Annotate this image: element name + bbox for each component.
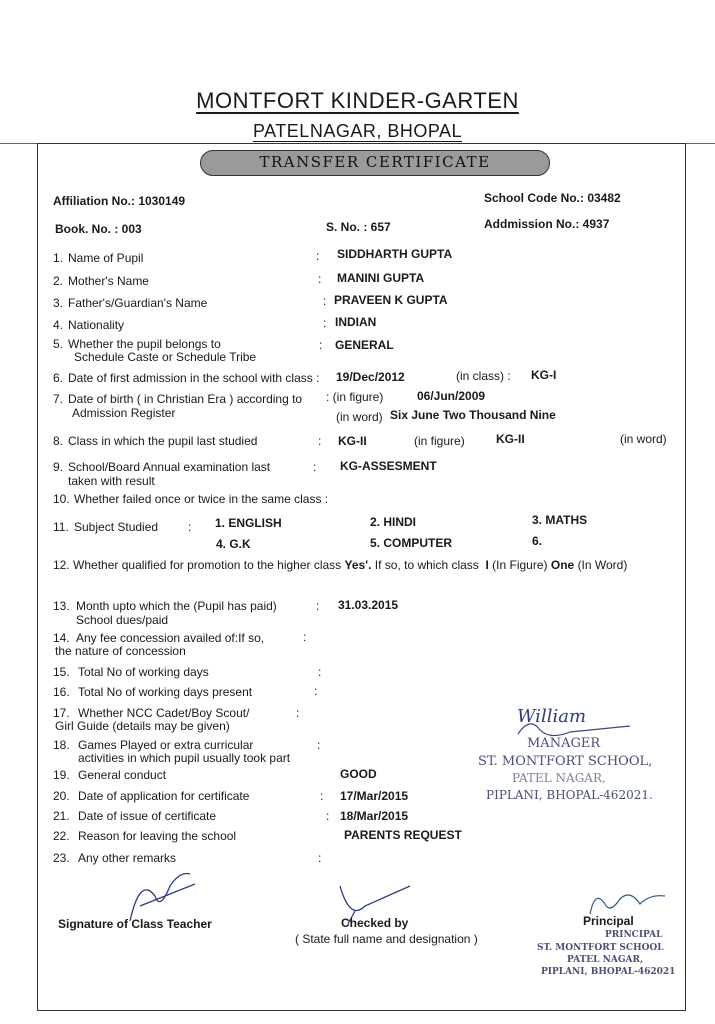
item-22-num: 22.	[53, 829, 70, 843]
principal-stamp-area: PATEL NAGAR,	[567, 955, 644, 965]
promotion-class-figure: I	[485, 558, 489, 572]
dues-paid-value: 31.03.2015	[338, 598, 399, 612]
item-1-label: Name of Pupil	[68, 251, 144, 265]
subject-3: 3. MATHS	[532, 513, 588, 527]
item-14-colon: :	[303, 630, 307, 644]
item-3-colon: :	[323, 294, 327, 308]
checked-by-note: ( State full name and designation )	[295, 932, 478, 946]
last-class-figure-value: KG-II	[338, 434, 367, 448]
item-18-colon: :	[317, 738, 321, 752]
item-1-colon: :	[316, 249, 320, 263]
item-12-yes: Yes'.	[344, 558, 372, 572]
item-8-num: 8.	[53, 434, 64, 448]
item-12-text2: If so, to which class	[374, 558, 479, 572]
item-11-label: Subject Studied	[74, 520, 159, 534]
item-18-num: 18.	[53, 738, 70, 752]
principal-stamp-school: ST. MONTFORT SCHOOL	[537, 943, 664, 953]
item-13-label-line1: Month upto which the (Pupil has paid)	[76, 599, 277, 613]
item-4-colon: :	[323, 316, 327, 330]
item-14-num: 14.	[53, 631, 70, 645]
last-class-word-label: (in word)	[620, 432, 667, 446]
item-6-label: Date of first admission in the school with class :	[68, 371, 320, 385]
manager-stamp-title: MANAGER	[527, 736, 601, 751]
manager-stamp-address: PIPLANI, BHOPAL-462021.	[486, 788, 653, 802]
dob-word-value: Six June Two Thousand Nine	[390, 408, 556, 422]
item-12-text1: Whether qualified for promotion to the higher class	[73, 558, 342, 572]
item-13-label-line2: School dues/paid	[76, 613, 169, 627]
item-16-label: Total No of working days present	[78, 685, 253, 699]
item-16-num: 16.	[53, 685, 70, 699]
pupil-name-value: SIDDHARTH GUPTA	[337, 247, 453, 261]
school-code: School Code No.: 03482	[484, 191, 621, 205]
item-5-num: 5.	[53, 337, 64, 351]
item-8-colon: :	[318, 434, 322, 448]
item-2-colon: :	[318, 272, 322, 286]
item-15-num: 15.	[53, 665, 70, 679]
nationality-value: INDIAN	[335, 315, 377, 329]
item-2-label: Mother's Name	[68, 274, 149, 288]
item-9-label-line2: taken with result	[68, 474, 155, 488]
item-17-num: 17.	[53, 706, 70, 720]
dob-figure-label: : (in figure)	[326, 390, 384, 404]
dob-word-label: (in word)	[336, 410, 383, 424]
issue-date-value: 18/Mar/2015	[340, 809, 409, 823]
item-5-label-line1: Whether the pupil belongs to	[68, 337, 221, 351]
last-class-figure-label: (in figure)	[414, 434, 465, 448]
leaving-reason-value: PARENTS REQUEST	[344, 828, 462, 842]
item-20-colon: :	[320, 789, 324, 803]
manager-stamp-school: ST. MONTFORT SCHOOL,	[478, 754, 653, 769]
item-17-colon: :	[296, 706, 300, 720]
item-23-num: 23.	[53, 851, 70, 865]
admission-no: Addmission No.: 4937	[484, 217, 610, 231]
manager-stamp-area: PATEL NAGAR,	[512, 771, 606, 785]
admission-date-value: 19/Dec/2012	[336, 370, 405, 384]
principal-stamp-title: PRINCIPAL	[605, 930, 663, 940]
principal-stamp-address: PIPLANI, BHOPAL-462021	[541, 967, 676, 977]
item-13-num: 13.	[53, 599, 70, 613]
item-11-colon: :	[188, 520, 192, 534]
item-6-num: 6.	[53, 371, 64, 385]
item-15-colon: :	[318, 665, 322, 679]
subject-1: 1. ENGLISH	[215, 516, 282, 530]
item-14-label-line1: Any fee concession availed of:If so,	[76, 631, 265, 645]
promotion-class-word: One	[550, 558, 575, 572]
item-5-colon: :	[319, 338, 323, 352]
item-11-num: 11.	[53, 520, 69, 534]
item-16-colon: :	[314, 684, 318, 698]
item-17-label-line1: Whether NCC Cadet/Boy Scout/	[78, 706, 250, 720]
item-9-label-line1: School/Board Annual examination last	[68, 460, 271, 474]
manager-signature: William	[517, 706, 587, 727]
item-7-num: 7.	[53, 392, 64, 406]
item-22-label: Reason for leaving the school	[78, 829, 237, 843]
item-12-word-label: (In Word)	[577, 558, 628, 572]
item-8-label: Class in which the pupil last studied	[68, 434, 258, 448]
dob-figure-value: 06/Jun/2009	[417, 389, 486, 403]
item-7-label-line2: Admission Register	[72, 406, 176, 420]
item-7-label-line1: Date of birth ( in Christian Era ) according to	[68, 392, 303, 406]
item-12-num: 12.	[53, 558, 70, 572]
item-12-fig-label: (In Figure)	[492, 558, 548, 572]
item-10-num: 10.	[53, 492, 70, 506]
item-21-colon: :	[326, 809, 330, 823]
school-city: PATELNAGAR, BHOPAL	[252, 121, 463, 141]
item-23-label: Any other remarks	[78, 851, 177, 865]
caste-value: GENERAL	[335, 338, 394, 352]
item-3-label: Father's/Guardian's Name	[68, 296, 208, 310]
item-14-label-line2: the nature of concession	[55, 644, 186, 658]
item-6-class-label: (in class) :	[456, 369, 511, 383]
item-9-colon: :	[313, 460, 317, 474]
item-20-num: 20.	[53, 789, 70, 803]
last-class-word-value: KG-II	[496, 432, 525, 446]
book-no: Book. No. : 003	[55, 222, 142, 236]
conduct-value: GOOD	[340, 767, 377, 781]
item-21-num: 21.	[53, 809, 70, 823]
item-5-label-line2: Schedule Caste or Schedule Tribe	[74, 350, 257, 364]
item-10-label: Whether failed once or twice in the same class :	[74, 492, 329, 506]
item-21-label: Date of issue of certificate	[78, 809, 217, 823]
father-name-value: PRAVEEN K GUPTA	[334, 293, 448, 307]
item-19-num: 19.	[53, 768, 70, 782]
application-date-value: 17/Mar/2015	[340, 789, 409, 803]
subject-6: 6.	[532, 534, 543, 548]
item-13-colon: :	[316, 599, 320, 613]
affiliation-no: Affiliation No.: 1030149	[53, 194, 186, 208]
item-12	[53, 558, 627, 572]
certificate-title: TRANSFER CERTIFICATE	[259, 153, 491, 171]
item-18-label-line1: Games Played or extra curricular	[78, 738, 254, 752]
item-23-colon: :	[318, 851, 322, 865]
exam-value: KG-ASSESMENT	[340, 459, 437, 473]
item-3-num: 3.	[53, 296, 64, 310]
principal-label: Principal	[583, 914, 634, 928]
serial-no: S. No. : 657	[326, 220, 391, 234]
item-4-label: Nationality	[68, 318, 125, 332]
checked-by-label: Checked by	[341, 916, 409, 930]
admission-class-value: KG-I	[531, 368, 557, 382]
subject-2: 2. HINDI	[370, 515, 417, 529]
item-1-num: 1.	[53, 251, 64, 265]
item-4-num: 4.	[53, 318, 64, 332]
item-15-label: Total No of working days	[78, 665, 209, 679]
mother-name-value: MANINI GUPTA	[337, 271, 425, 285]
subject-4: 4. G.K	[216, 537, 251, 551]
class-teacher-label: Signature of Class Teacher	[58, 917, 212, 931]
school-name: MONTFORT KINDER-GARTEN	[196, 88, 519, 113]
item-17-label-line2: Girl Guide (details may be given)	[55, 719, 230, 733]
subject-5: 5. COMPUTER	[370, 536, 453, 550]
certificate-title-banner	[200, 150, 550, 176]
item-20-label: Date of application for certificate	[78, 789, 250, 803]
item-19-label: General conduct	[78, 768, 167, 782]
item-2-num: 2.	[53, 274, 64, 288]
item-9-num: 9.	[53, 460, 64, 474]
item-18-label-line2: activities in which pupil usually took part	[78, 751, 291, 765]
